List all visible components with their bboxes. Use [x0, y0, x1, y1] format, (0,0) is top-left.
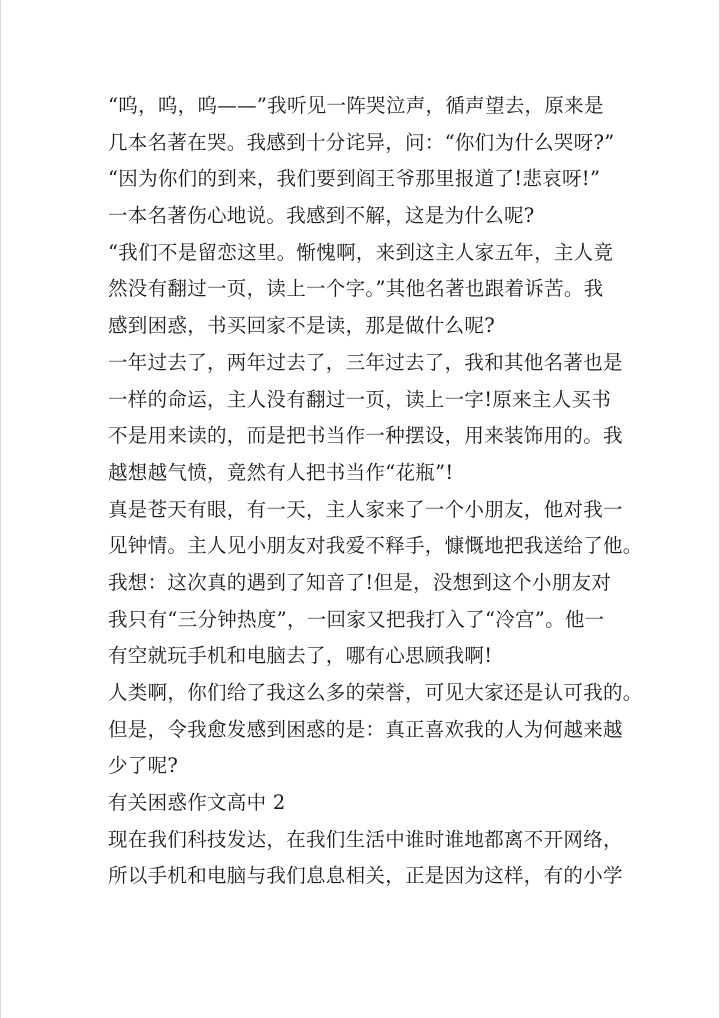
text-line: 几本名著在哭。我感到十分诧异，问：“你们为什么哭呀?”	[108, 130, 615, 154]
text-line: 不是用来读的，而是把书当作一种摆设，用来装饰用的。我	[108, 424, 623, 448]
text-line: “因为你们的到来，我们要到阎王爷那里报道了!悲哀呀!”	[108, 167, 601, 191]
text-line: “我们不是留恋这里。惭愧啊，来到这主人家五年，主人竟	[108, 240, 614, 264]
text-line: 现在我们科技发达，在我们生活中谁时谁地都离不开网络，	[108, 827, 623, 851]
document-body	[108, 88, 643, 895]
section-heading: 有关困惑作文高中 2	[108, 791, 286, 815]
text-line: 一本名著伤心地说。我感到不解，这是为什么呢?	[108, 204, 535, 228]
text-line: 真是苍天有眼，有一天，主人家来了一个小朋友，他对我一	[108, 497, 623, 521]
text-line: 有空就玩手机和电脑去了，哪有心思顾我啊!	[108, 644, 493, 668]
text-line: 我想：这次真的遇到了知音了!但是，没想到这个小朋友对	[108, 570, 612, 594]
text-line: 感到困惑，书买回家不是读，那是做什么呢?	[108, 314, 495, 338]
text-line: 所以手机和电脑与我们息息相关，正是因为这样，有的小学	[108, 864, 623, 888]
text-line: 但是，令我愈发感到困惑的是：真正喜欢我的人为何越来越	[108, 717, 623, 741]
text-line: 少了呢?	[108, 754, 179, 778]
text-line: 我只有“三分钟热度”，一回家又把我打入了“冷宫”。他一	[108, 607, 605, 631]
text-line: 越想越气愤，竟然有人把书当作“花瓶”!	[108, 460, 454, 484]
text-line: 一年过去了，两年过去了，三年过去了，我和其他名著也是	[108, 350, 623, 374]
text-line: 见钟情。主人见小朋友对我爱不释手，慷慨地把我送给了他。	[108, 534, 643, 558]
text-line: 人类啊，你们给了我这么多的荣誉，可见大家还是认可我的。	[108, 681, 643, 704]
text-line: 然没有翻过一页，读上一个字。”其他名著也跟着诉苦。我	[108, 277, 604, 301]
text-line: 一样的命运，主人没有翻过一页，读上一字!原来主人买书	[108, 387, 612, 411]
text-line: “呜，呜，呜——”我听见一阵哭泣声，循声望去，原来是	[108, 94, 604, 117]
